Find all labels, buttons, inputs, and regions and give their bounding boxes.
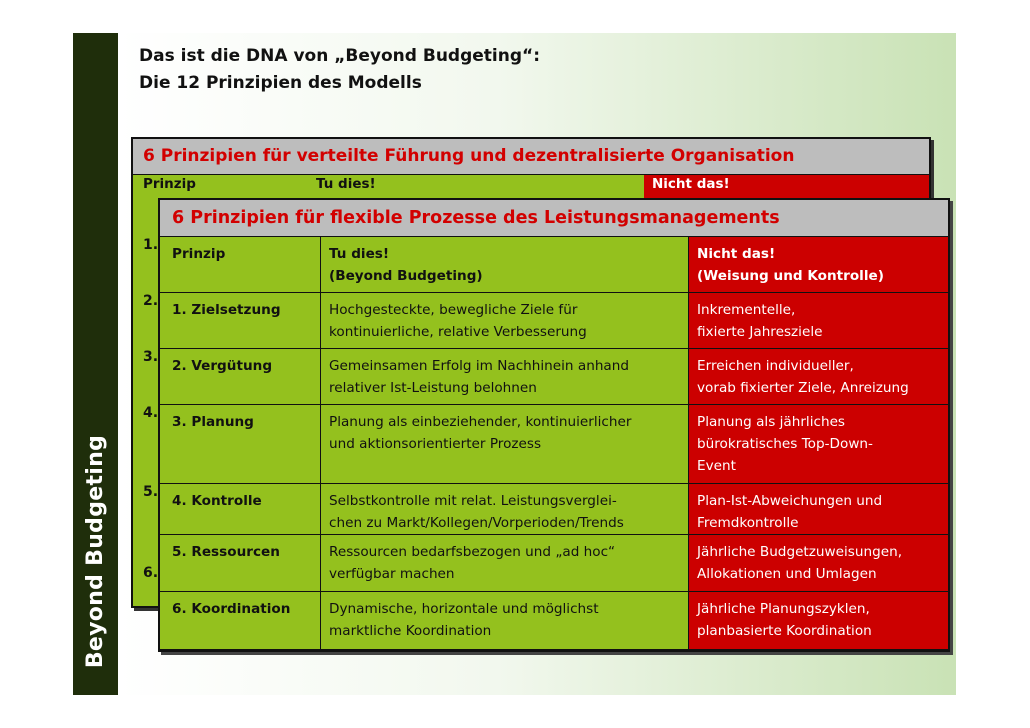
back-table-heading: 6 Prinzipien für verteilte Führung und dezentralisierte Organisation xyxy=(133,139,929,175)
sidebar-label xyxy=(73,421,118,681)
row-dont-line: vorab fixierter Ziele, Anreizung xyxy=(697,380,909,396)
row-do xyxy=(321,349,688,404)
sidebar xyxy=(73,33,118,695)
row-dont-line: Jährliche Planungszyklen, xyxy=(697,601,870,617)
row-do xyxy=(321,592,688,649)
row-dont-line: Fremdkontrolle xyxy=(697,515,799,531)
row-do-line: Gemeinsamen Erfolg im Nachhinein anhand xyxy=(329,358,630,374)
row-do-line: relativer Ist-Leistung belohnen xyxy=(329,380,537,396)
row-dont xyxy=(689,293,948,348)
header-dont xyxy=(689,237,948,292)
front-table xyxy=(158,198,950,652)
row-label: 1. Zielsetzung xyxy=(160,293,320,348)
row-do-line: marktliche Koordination xyxy=(329,623,492,639)
back-row-number: 2. xyxy=(143,293,159,309)
title-line-2: Die 12 Prinzipien des Modells xyxy=(139,73,422,93)
back-col-principle: Prinzip xyxy=(143,176,196,192)
row-dont-line: Planung als jährliches xyxy=(697,414,846,430)
row-do-line: Dynamische, horizontale und möglichst xyxy=(329,601,599,617)
row-do xyxy=(321,405,688,483)
row-label: 4. Kontrolle xyxy=(160,484,320,534)
row-do-line: Selbstkontrolle mit relat. Leistungsverglei- xyxy=(329,493,617,509)
back-col-do: Tu dies! xyxy=(316,176,376,192)
row-dont-line: planbasierte Koordination xyxy=(697,623,872,639)
row-dont xyxy=(689,484,948,534)
header-dont-line: (Weisung und Kontrolle) xyxy=(697,268,884,284)
back-row-number: 3. xyxy=(143,349,159,365)
row-label: 6. Koordination xyxy=(160,592,320,649)
back-col-dont: Nicht das! xyxy=(644,175,929,199)
back-row-number: 4. xyxy=(143,405,159,421)
header-do xyxy=(321,237,688,292)
header-principle: Prinzip xyxy=(160,237,320,292)
row-dont-line: bürokratisches Top-Down- xyxy=(697,436,873,452)
row-do xyxy=(321,535,688,591)
row-dont xyxy=(689,535,948,591)
row-label: 3. Planung xyxy=(160,405,320,483)
row-do-line: Hochgesteckte, bewegliche Ziele für xyxy=(329,302,578,318)
header-dont-line: Nicht das! xyxy=(697,246,776,262)
title-line-1: Das ist die DNA von „Beyond Budgeting“: xyxy=(139,46,540,66)
row-dont xyxy=(689,405,948,483)
row-do-line: verfügbar machen xyxy=(329,566,455,582)
row-dont-line: fixierte Jahresziele xyxy=(697,324,823,340)
row-do-line: chen zu Markt/Kollegen/Vorperioden/Trends xyxy=(329,515,624,531)
slide-title xyxy=(139,43,540,97)
row-do-line: Planung als einbeziehender, kontinuierlicher xyxy=(329,414,632,430)
row-label: 5. Ressourcen xyxy=(160,535,320,591)
row-do-line: kontinuierliche, relative Verbesserung xyxy=(329,324,587,340)
back-row-number: 1. xyxy=(143,237,159,253)
row-do xyxy=(321,293,688,348)
row-dont-line: Inkrementelle, xyxy=(697,302,796,318)
header-do-line: Tu dies! xyxy=(329,246,390,262)
row-dont-line: Jährliche Budgetzuweisungen, xyxy=(697,544,903,560)
row-label: 2. Vergütung xyxy=(160,349,320,404)
row-dont-line: Event xyxy=(697,458,736,474)
sidebar-label-text: Beyond Budgeting xyxy=(83,434,108,668)
row-dont-line: Allokationen und Umlagen xyxy=(697,566,877,582)
row-dont xyxy=(689,349,948,404)
row-dont-line: Erreichen individueller, xyxy=(697,358,854,374)
row-do xyxy=(321,484,688,534)
row-dont xyxy=(689,592,948,649)
back-row-number: 6. xyxy=(143,565,159,581)
row-dont-line: Plan-Ist-Abweichungen und xyxy=(697,493,883,509)
row-do-line: Ressourcen bedarfsbezogen und „ad hoc“ xyxy=(329,544,616,560)
back-row-number: 5. xyxy=(143,484,159,500)
header-do-line: (Beyond Budgeting) xyxy=(329,268,483,284)
front-table-heading: 6 Prinzipien für flexible Prozesse des Leistungsmanagements xyxy=(160,200,948,236)
row-do-line: und aktionsorientierter Prozess xyxy=(329,436,542,452)
